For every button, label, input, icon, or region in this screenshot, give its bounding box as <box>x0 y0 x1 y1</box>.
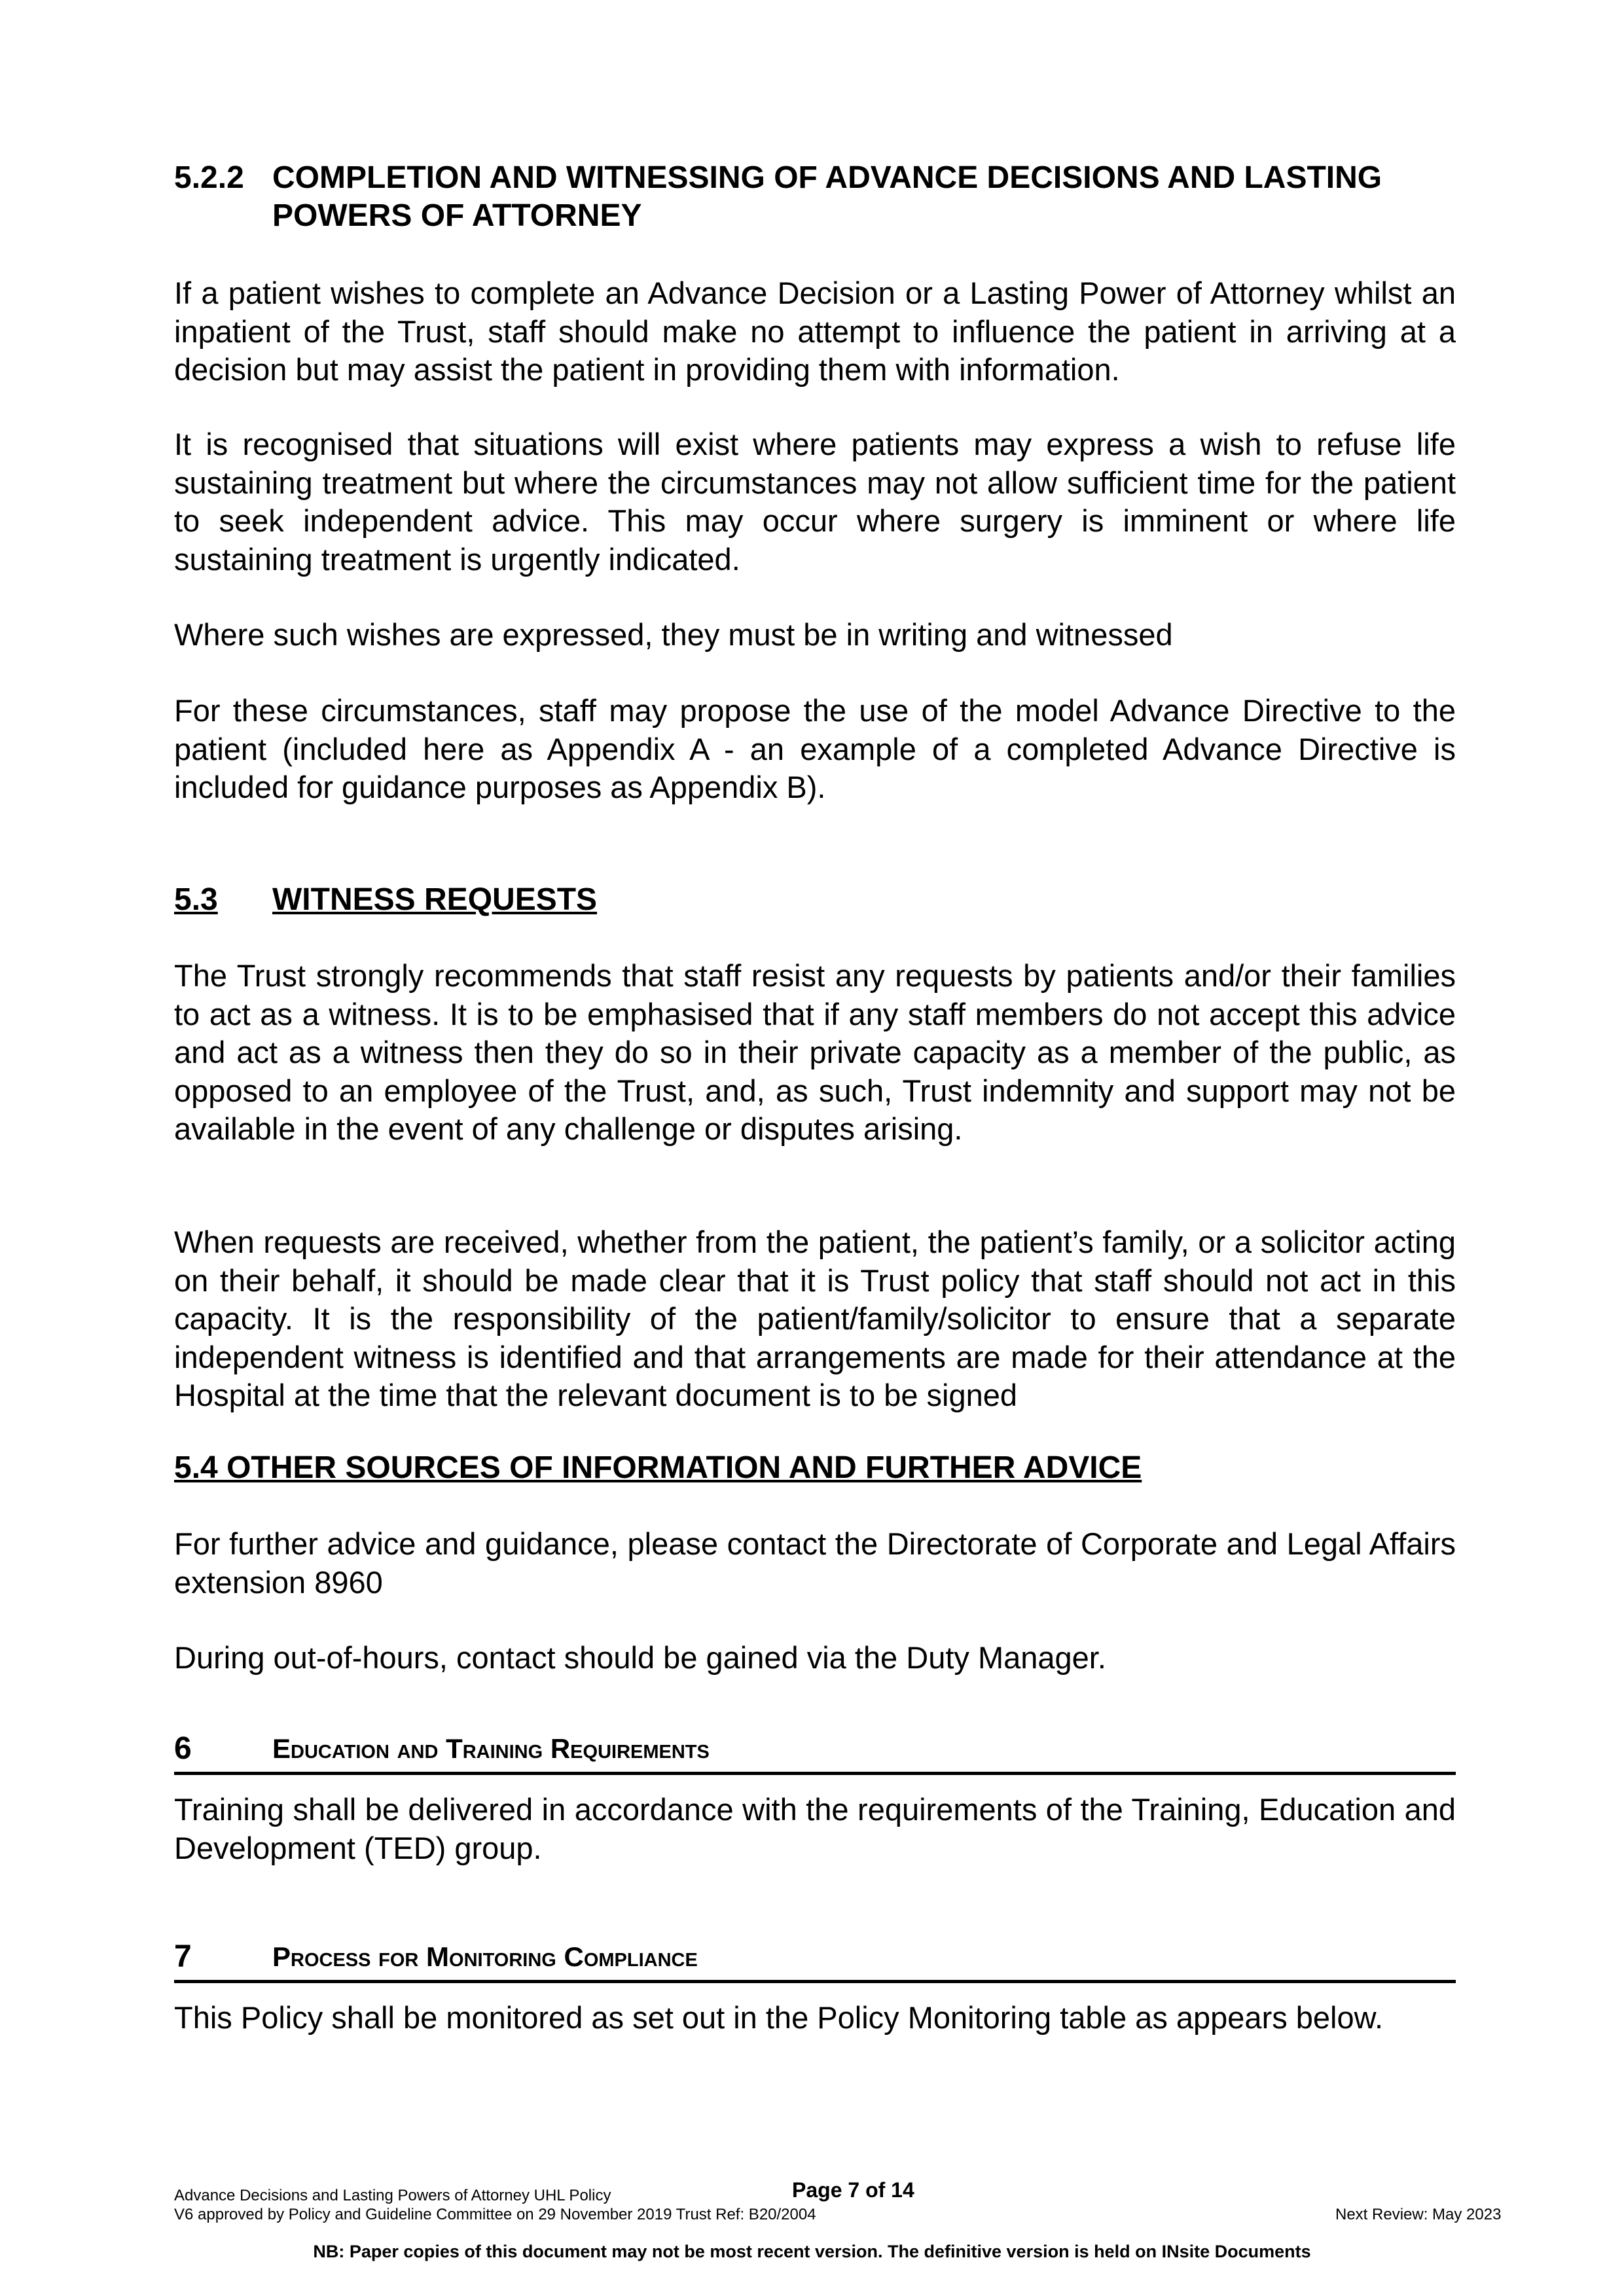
footer-nb-notice: NB: Paper copies of this document may not be most recent version. The definitive version is held on INsite Documents <box>313 2242 1311 2261</box>
section-heading-5-4: 5.4 OTHER SOURCES OF INFORMATION AND FURTHER ADVICE <box>174 1450 1142 1485</box>
paragraph: For these circumstances, staff may propose the use of the model Advance Directive to the patient (included here as Appendix A - an example of a completed Advance Directive is included for guidance purposes as Appendix B). <box>174 693 1456 804</box>
section-number: 6 <box>174 1731 192 1766</box>
paragraph: During out-of-hours, contact should be gained via the Duty Manager. <box>174 1640 1106 1675</box>
section-title: WITNESS REQUESTS <box>272 882 598 917</box>
section-heading-6 <box>174 1727 1456 1775</box>
section-number: 5.2.2 <box>174 160 244 195</box>
paragraph: Training shall be delivered in accordance with the requirements of the Training, Education and Development (TED) group. <box>174 1792 1456 1865</box>
paragraph: The Trust strongly recommends that staff resist any requests by patients and/or their families to act as a witness. It is to be emphasised that if any staff members do not accept this advice and act as a witness then they do so in their private capacity as a member of the public, as opposed to an employee of the Trust, and, as such, Trust indemnity and support may not be available in the event of any challenge or disputes arising. <box>174 958 1456 1146</box>
section-number: 5.3 <box>174 882 218 917</box>
paragraph: Where such wishes are expressed, they must be in writing and witnessed <box>174 617 1173 652</box>
paragraph: If a patient wishes to complete an Advance Decision or a Lasting Power of Attorney whilst an inpatient of the Trust, staff should make no attempt to influence the patient in arriving at a decision but may assist the patient in providing them with information. <box>174 276 1456 387</box>
paragraph: For further advice and guidance, please contact the Directorate of Corporate and Legal Affairs extension 8960 <box>174 1526 1456 1600</box>
footer-doc-title: Advance Decisions and Lasting Powers of Attorney UHL Policy <box>174 2187 611 2204</box>
section-title: COMPLETION AND WITNESSING OF ADVANCE DECISIONS AND LASTING POWERS OF ATTORNEY <box>272 160 1382 233</box>
section-heading-7 <box>174 1935 1456 1983</box>
paragraph: When requests are received, whether from the patient, the patient’s family, or a solicitor acting on their behalf, it should be made clear that it is Trust policy that staff should not act in this capacity. It is the responsibility of the patient/family/solicitor to ensure that a separate independent witness is identified and that arrangements are made for their attendance at the Hospital at the time that the relevant document is to be signed <box>174 1225 1456 1412</box>
section-number: 7 <box>174 1939 192 1974</box>
section-title: Education and Training Requirements <box>272 1733 710 1764</box>
paragraph: This Policy shall be monitored as set out in the Policy Monitoring table as appears below. <box>174 2000 1384 2035</box>
page-number: Page 7 of 14 <box>792 2178 914 2202</box>
section-title: Process for Monitoring Compliance <box>272 1941 698 1972</box>
paragraph: It is recognised that situations will exist where patients may express a wish to refuse life sustaining treatment but where the circumstances may not allow sufficient time for the patient to seek independent advice. This may occur where surgery is imminent or where life sustaining treatment is urgently indicated. <box>174 427 1456 577</box>
footer-next-review: Next Review: May 2023 <box>1335 2206 1502 2223</box>
footer-approval: V6 approved by Policy and Guideline Committee on 29 November 2019 Trust Ref: B20/2004 <box>174 2206 816 2223</box>
